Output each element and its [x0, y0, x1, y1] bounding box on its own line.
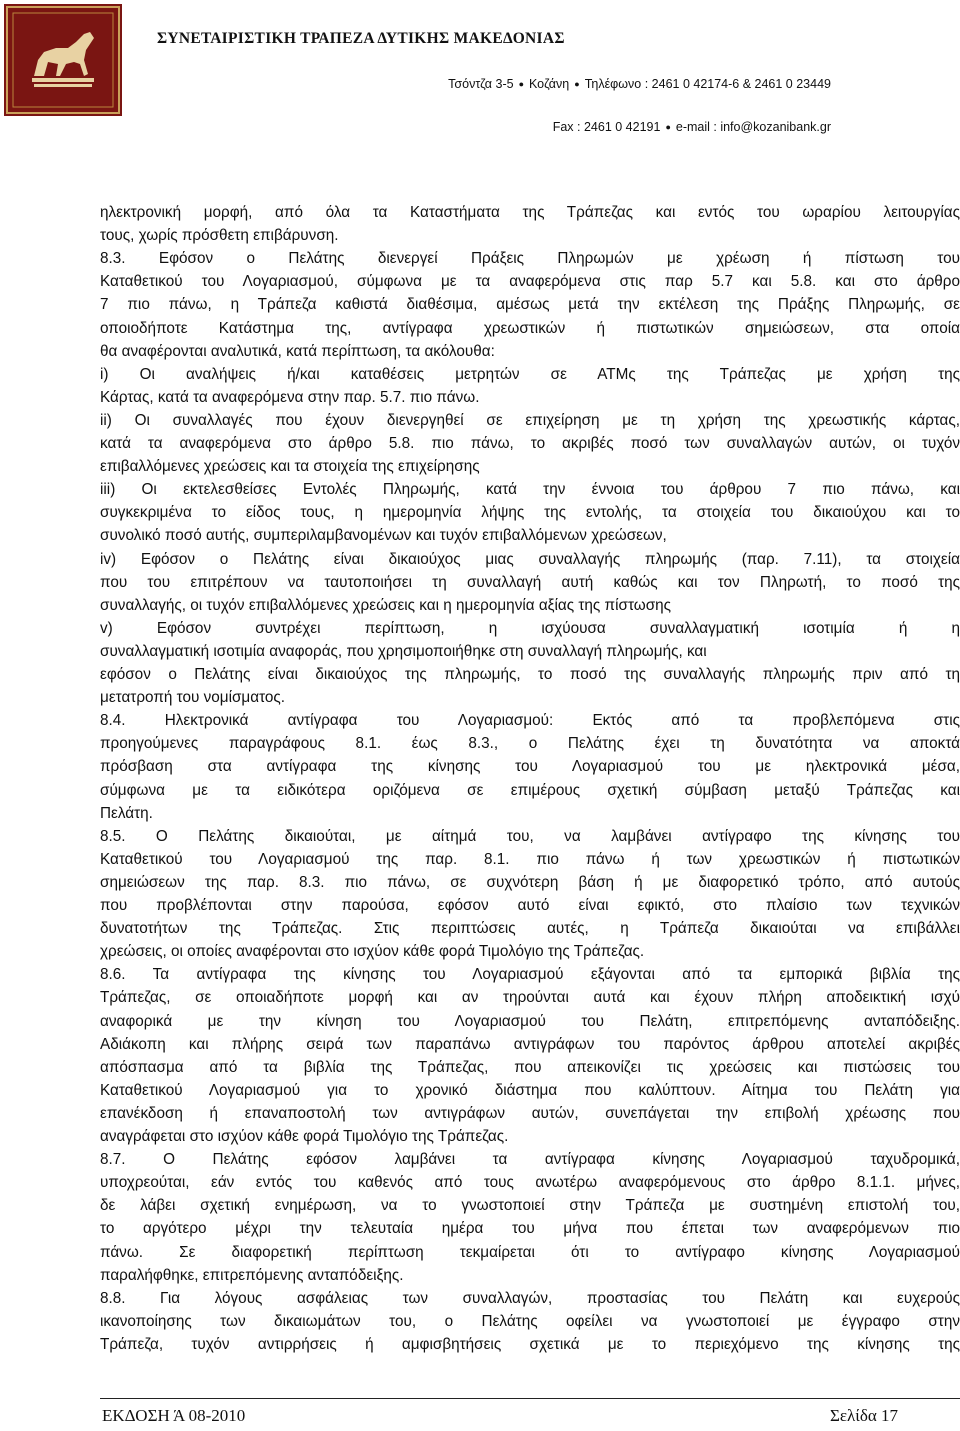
text-line: πρόσβαση στα αντίγραφα της κίνησης του Λογαριασμού του με ηλεκτρονικά μέσα, [100, 758, 960, 776]
text-line: 8.4. Ηλεκτρονικά αντίγραφα του Λογαριασμού: Εκτός από τα προβλεπόμενα στις [100, 712, 960, 730]
footer-divider [100, 1398, 960, 1399]
text-line: ηλεκτρονική μορφή, από όλα τα Καταστήματα της Τράπεζας και εντός του ωραρίου λειτουργίας [100, 204, 960, 221]
text-line: σημειώσεων της παρ. 8.3. πιο πάνω, σε συχνότερη βάση ή με διαφορετικό τρόπο, από αυτούς [100, 873, 960, 891]
text-line: Τράπεζας, σε οποιαδήποτε μορφή και αν τηρούνται αυτά και έχουν πλήρη αποδεικτική ισχύ [100, 989, 960, 1007]
text-line: 8.7. Ο Πελάτης εφόσον λαμβάνει τα αντίγραφα κίνησης Λογαριασμού ταχυδρομικά, [100, 1151, 960, 1169]
text-line: πάνω. Σε διαφορετική περίπτωση τεκμαίρεται ότι το αντίγραφο κίνησης Λογαριασμού [100, 1243, 960, 1261]
text-line: 8.8. Για λόγους ασφάλειας των συναλλαγών, προστασίας του Πελάτη και ευχερούς [100, 1289, 960, 1307]
text-line: ικανοποίησης των δικαιωμάτων του, ο Πελάτης οφείλει να γνωστοποιεί με έγγραφο στην [100, 1312, 960, 1330]
address-city: Κοζάνη [529, 77, 570, 91]
text-line: 7 πιο πάνω, η Τράπεζα καθιστά διαθέσιμα, αμέσως μετά την εκτέλεση της Πράξης Πληρωμής, σε [100, 296, 960, 314]
text-line: το αργότερο μέχρι την τελευταία ημέρα του μήνα που έπεται των αναφερόμενων πιο [100, 1220, 960, 1238]
text-line: που του επιτρέπουν να ταυτοποιήσει τη συναλλαγή αυτή καθώς και τον Πληρωτή, το ποσό της [100, 573, 960, 591]
text-line: που προβλέπονται στην παρούσα, εφόσον αυτό είναι εφικτό, στο πλαίσιο των τεχνικών [100, 897, 960, 914]
text-line: συνολικό ποσό αυτής, συμπεριλαμβανομένων και τυχόν επιβαλλόμενων χρεώσεων, [100, 527, 667, 545]
email-link[interactable]: e-mail : info@kozanibank.gr [675, 120, 831, 134]
text-line: μετατροπή του νομίσματος. [100, 689, 286, 707]
text-line: εφόσον ο Πελάτης είναι δικαιούχος της πληρωμής, το ποσό της συναλλαγής πληρωμής πριν από τη [100, 666, 960, 683]
text-line: απόσπασμα από τα βιβλία της Τράπεζας, που απεικονίζει τις χρεώσεις και πιστώσεις του [100, 1058, 960, 1076]
text-line: επιβαλλόμενες χρεώσεις και τα στοιχεία της επιχείρησης [100, 458, 480, 476]
fax: Fax : 2461 0 42191 [552, 120, 661, 134]
footer-page-number: Σελίδα 17 [829, 1406, 898, 1425]
text-line: Κάρτας, κατά τα αναφερόμενα στην παρ. 5.7. πιο πάνω. [100, 388, 480, 406]
text-line: προηγούμενες παραγράφους 8.1. έως 8.3., ο Πελάτης έχει τη δυνατότητα να αποκτά [100, 735, 960, 753]
text-line: αναγράφεται στο ισχύον κάθε φορά Τιμολόγιο της Τράπεζας. [100, 1128, 509, 1145]
bullet-icon: ● [665, 122, 671, 132]
bank-name: ΣΥΝΕΤΑΙΡΙΣΤΙΚΗ ΤΡΑΠΕΖΑ ΔΥΤΙΚΗΣ ΜΑΚΕΔΟΝΙΑΣ [157, 30, 565, 47]
text-line: παραλήφθηκε, επιτρεπόμενης ανταπόδειξης. [100, 1266, 404, 1284]
address-line [448, 77, 831, 91]
text-line: δυνατοτήτων της Τράπεζας. Στις περιπτώσεις αυτές, η Τράπεζα δικαιούται να επιβάλλει [100, 920, 960, 938]
text-line: ii) Οι συναλλαγές που έχουν διενεργηθεί σε επιχείρηση με τη χρήση της χρεωστικής κάρτας, [100, 411, 960, 429]
text-line: συναλλαγματική ισοτιμία αναφοράς, που χρησιμοποιήθηκε στη συναλλαγή πληρωμής, και [100, 642, 707, 660]
text-line: οποιοδήποτε Κατάστημα της, αντίγραφα χρεωστικών ή πιστωτικών σημειώσεων, στα οποία [100, 319, 960, 337]
text-line: Πελάτη. [100, 804, 153, 822]
bullet-icon: ● [574, 79, 580, 89]
text-line: αναφορικά με την κίνηση του Λογαριασμού του Πελάτη, επιτρεπόμενης ανταπόδειξης. [100, 1012, 960, 1030]
text-line: Καταθετικού Λογαριασμού για το χρονικό διάστημα που καλύπτουν. Αίτημα του Πελάτη για [100, 1081, 960, 1099]
text-line: επανέκδοση ή επαναποστολή των αντιγράφων αυτών, συνεπάγεται την επιβολή χρέωσης που [100, 1104, 960, 1122]
text-line: Καταθετικού του Λογαριασμού, σύμφωνα με τα αναφερόμενα στις παρ 5.7 και 5.8. και στο άρθρο [100, 273, 960, 291]
text-line: v) Εφόσον συντρέχει περίπτωση, η ισχύουσα συναλλαγματική ισοτιμία ή η [100, 619, 960, 637]
text-line: 8.6. Τα αντίγραφα της κίνησης του Λογαριασμού εξάγονται από τα εμπορικά βιβλία της [100, 966, 960, 984]
bank-logo [4, 4, 122, 116]
phone: Τηλέφωνο : 2461 0 42174-6 & 2461 0 23449 [584, 77, 831, 91]
text-line: Τράπεζα, τυχόν αντιρρήσεις ή αμφισβητήσεις σχετικά με το περιεχόμενο της κίνησης της [100, 1335, 960, 1353]
address-street: Τσόντζα 3-5 [448, 77, 514, 91]
text-line: κατά τα αναφερόμενα στο άρθρο 5.8. πιο πάνω, το ακριβές ποσό των συναλλαγών αυτών, οι τυχόν [100, 435, 960, 452]
text-line: 8.5. Ο Πελάτης δικαιούται, με αίτημά του, να λαμβάνει αντίγραφο της κίνησης του [100, 827, 960, 845]
bullet-icon: ● [518, 79, 524, 89]
contact-line [553, 120, 831, 134]
text-line: i) Οι αναλήψεις ή/και καταθέσεις μετρητών σε ΑΤΜς της Τράπεζας με χρήση της [100, 365, 960, 383]
text-line: 8.3. Εφόσον ο Πελάτης διενεργεί Πράξεις Πληρωμών με χρέωση ή πίστωση του [100, 250, 960, 268]
text-line: iii) Οι εκτελεσθείσες Εντολές Πληρωμής, κατά την έννοια του άρθρου 7 πιο πάνω, και [100, 481, 960, 499]
text-line: δε λάβει σχετική ενημέρωση, να το γνωστοποιεί στην Τράπεζα με συστημένη επιστολή του, [100, 1197, 960, 1215]
text-line: Καταθετικού του Λογαριασμού της παρ. 8.1. πιο πάνω ή των χρεωστικών ή πιστωτικών [100, 850, 960, 868]
text-line: σύμφωνα με τα ειδικότερα οριζόμενα σε επιμέρους σχετική σύμβαση μεταξύ Τράπεζας και [100, 781, 960, 799]
text-line: τους, χωρίς πρόσθετη επιβάρυνση. [100, 227, 339, 245]
text-line: συγκεκριμένα το είδος τους, η ημερομηνία λήψης της εντολής, τα στοιχεία του δικαιούχου και το [100, 504, 960, 522]
footer-edition: ΕΚΔΟΣΗ Ά 08-2010 [102, 1406, 246, 1425]
text-line: θα αναφέρονται αναλυτικά, κατά περίπτωση, τα ακόλουθα: [100, 342, 495, 360]
text-line: χρεώσεις, οι οποίες αναφέρονται στο ισχύον κάθε φορά Τιμολόγιο της Τράπεζας. [100, 943, 645, 961]
text-line: Αδιάκοπη και πλήρης σειρά των παραπάνω αντιγράφων του παρόντος άρθρου αποτελεί ακριβές [100, 1035, 960, 1053]
text-line: συναλλαγής, οι τυχόν επιβαλλόμενες χρεώσεις και η ημερομηνία αξίας της πίστωσης [100, 596, 672, 614]
text-line: υποχρεούται, εάν εντός του καθενός από τους ανωτέρω αναφερόμενους στο άρθρο 8.1.1. μήνες, [100, 1174, 960, 1192]
text-line: iv) Εφόσον ο Πελάτης είναι δικαιούχος μιας συναλλαγής πληρωμής (παρ. 7.11), τα στοιχεία [100, 550, 960, 568]
